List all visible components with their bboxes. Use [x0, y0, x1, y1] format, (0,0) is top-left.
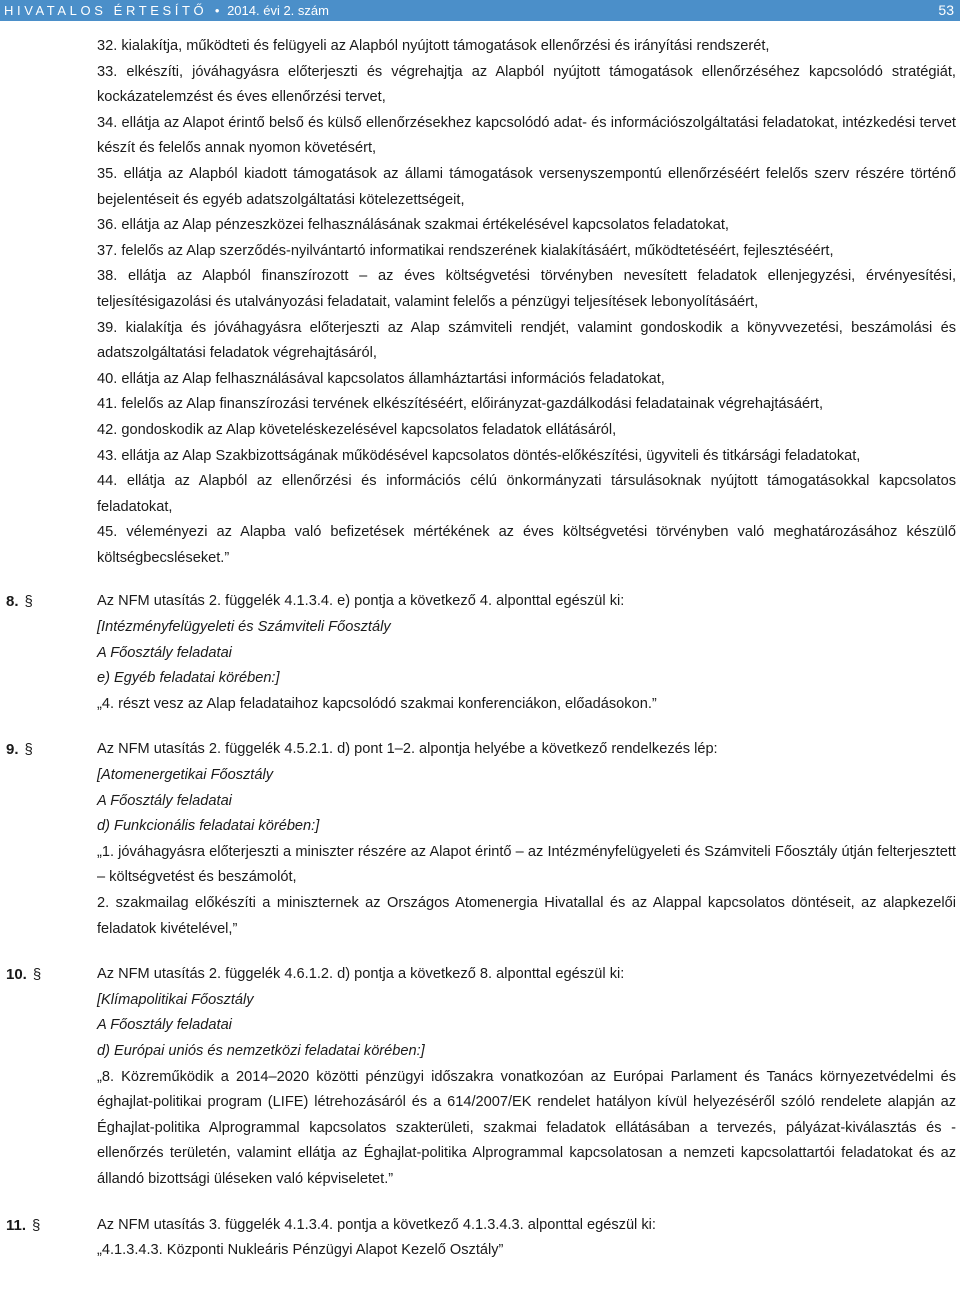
list-item: 40. ellátja az Alap felhasználásával kapcsolatos államháztartási információs feladatokat,	[97, 370, 665, 387]
page-number: 53	[938, 2, 954, 18]
italic-line: [Klímapolitikai Főosztály	[97, 991, 254, 1008]
list-item: 38. ellátja az Alapból finanszírozott – az éves költségvetési törvényben nevesített feladatok ellenjegyzési, érvényesítési, teljesítésigazolási és utalványozási feladatait, valamint felelős a pénzügyi teljesítések lebonyolításáért,	[97, 268, 956, 310]
section-number: 10. §	[6, 966, 42, 984]
section-text: „1. jóváhagyásra előterjeszti a miniszter részére az Alapot érintő – az Intézményfelügyeleti és Számviteli Főosztály útján felterjesztett – költségvetést és beszámolót,	[97, 843, 956, 886]
list-item: 39. kialakítja és jóváhagyásra előterjeszti az Alap számviteli rendjét, valamint gondoskodik a könyvvezetési, beszámolási és adatszolgáltatási feladatok végrehajtásáról,	[97, 319, 956, 362]
list-item: 33. elkészíti, jóváhagyásra előterjeszti és végrehajtja az Alapból nyújtott támogatások ellenőrzéséhez kapcsolódó stratégiát, kockázatelemzést és éves ellenőrzési tervet,	[97, 63, 956, 106]
section-text: 2. szakmailag előkészíti a miniszternek az Országos Atomenergia Hivatallal és az Alappal kapcsolatos döntéseit, az alapkezelői feladatok kivételével,”	[97, 895, 956, 937]
section-text: „8. Közreműködik a 2014–2020 közötti pénzügyi időszakra vonatkozóan az Európai Parlament és Tanács környezetvédelmi és éghajlat-politikai program (LIFE) létrehozásáról és a 614/2007/EK rendelet hatályon kívül helyezéséről szóló rendelete alapján az Éghajlat-politika Alprogrammal kapcsolatos szakterületi, szakmai feladatok ellátásában a tervezés, pályázat-kiválasztás és -ellenőrzés területén, valamint ellátja az Éghajlat-politika Alprogrammal kapcsolatosan a nemzeti kapcsolattartói feladatokat és az állandó bizottsági üléseken való képviseletet.”	[97, 1068, 956, 1187]
list-item: 44. ellátja az Alapból az ellenőrzési és információs célú önkormányzati társulásoknak nyújtott támogatásokkal kapcsolatos feladatokat,	[97, 473, 956, 515]
italic-line: A Főosztály feladatai	[97, 1017, 232, 1034]
italic-line: [Intézményfelügyeleti és Számviteli Főosztály	[97, 619, 391, 636]
paragraph-sign: §	[24, 593, 33, 611]
section-intro: Az NFM utasítás 2. függelék 4.6.1.2. d) pontja a következő 8. alponttal egészül ki:	[97, 966, 625, 983]
list-item: 43. ellátja az Alap Szakbizottságának működésével kapcsolatos döntés-előkészítési, ügyviteli és titkársági feladatokat,	[97, 447, 861, 464]
section-11	[0, 1213, 960, 1264]
section-text: „4.1.3.4.3. Központi Nukleáris Pénzügyi Alapot Kezelő Osztály”	[97, 1242, 504, 1259]
running-header	[0, 0, 960, 21]
list-item: 37. felelős az Alap szerződés-nyilvántartó informatikai rendszerének kialakításáért, működtetéséért, fejlesztéséért,	[97, 242, 834, 259]
section-number: 9. §	[6, 741, 33, 759]
italic-line: [Atomenergetikai Főosztály	[97, 767, 274, 784]
section-intro: Az NFM utasítás 3. függelék 4.1.3.4. pontja a következő 4.1.3.4.3. alponttal egészül ki:	[97, 1216, 656, 1233]
section-intro: Az NFM utasítás 2. függelék 4.1.3.4. e) pontja a következő 4. alponttal egészül ki:	[97, 593, 625, 610]
italic-line: A Főosztály feladatai	[97, 644, 232, 661]
italic-line: A Főosztály feladatai	[97, 792, 232, 809]
italic-line: d) Európai uniós és nemzetközi feladatai körében:]	[97, 1042, 425, 1059]
italic-line: d) Funkcionális feladatai körében:]	[97, 818, 320, 835]
section-9	[0, 737, 960, 942]
section-8	[0, 589, 960, 717]
issue-label: 2014. évi 2. szám	[227, 3, 329, 18]
paragraph-sign: §	[32, 1216, 41, 1234]
section-number: 11. §	[6, 1216, 41, 1234]
section-intro: Az NFM utasítás 2. függelék 4.5.2.1. d) pont 1–2. alpontja helyébe a következő rendelkezés lép:	[97, 741, 718, 758]
document-body	[0, 34, 960, 1264]
list-item: 45. véleményezi az Alapba való befizetések mértékének az éves költségvetési törvényben való meghatározásához készülő költségbecsléseket.”	[97, 524, 956, 566]
publication-title: HIVATALOS ÉRTESÍTŐ	[4, 3, 208, 18]
header-left	[4, 0, 329, 21]
header-separator: •	[214, 3, 220, 18]
list-item: 32. kialakítja, működteti és felügyeli az Alapból nyújtott támogatások ellenőrzési és irányítási rendszerét,	[97, 38, 770, 54]
list-item: 36. ellátja az Alap pénzeszközei felhasználásának szakmai értékelésével kapcsolatos feladatokat,	[97, 217, 729, 234]
italic-line: e) Egyéb feladatai körében:]	[97, 670, 280, 687]
item-list	[0, 34, 960, 571]
list-item: 35. ellátja az Alapból kiadott támogatások az állami támogatások versenyszempontú ellenőrzéséért felelős szerv részére történő bejelentéseit és egyéb adatszolgáltatási kötelezettségeit,	[97, 165, 956, 208]
paragraph-sign: §	[32, 966, 42, 984]
list-item: 41. felelős az Alap finanszírozási tervének elkészítéséért, előirányzat-gazdálkodási feladatainak végrehajtásáért,	[97, 396, 824, 413]
section-text: „4. részt vesz az Alap feladataihoz kapcsolódó szakmai konferenciákon, előadásokon.”	[97, 695, 657, 712]
section-number: 8. §	[6, 593, 33, 611]
paragraph-sign: §	[24, 741, 33, 759]
list-item: 34. ellátja az Alapot érintő belső és külső ellenőrzésekhez kapcsolódó adat- és információszolgáltatási feladatokat, intézkedési tervet készít és felelős annak nyomon követésért,	[97, 114, 956, 157]
list-item: 42. gondoskodik az Alap követeléskezelésével kapcsolatos feladatok ellátásáról,	[97, 421, 617, 438]
section-10	[0, 962, 960, 1192]
